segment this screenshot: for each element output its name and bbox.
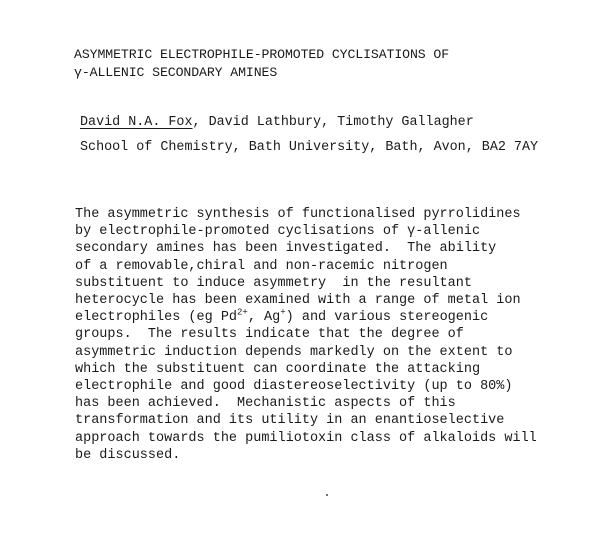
abstract-line: The asymmetric synthesis of functionalised pyrrolidines <box>75 207 521 222</box>
text: , Ag <box>247 310 281 326</box>
title-line-1: ASYMMETRIC ELECTROPHILE-PROMOTED CYCLISATIONS OF <box>74 47 450 62</box>
title-line-2: γ-ALLENIC SECONDARY AMINES <box>74 65 278 80</box>
superscript: 2+ <box>237 307 248 318</box>
abstract <box>75 206 595 464</box>
scan-speck <box>326 494 328 496</box>
abstract-line: of a removable,chiral and non-racemic nitrogen <box>75 258 448 274</box>
text: ) and various stereogenic <box>285 310 489 326</box>
text: electrophiles (eg Pd <box>75 310 238 326</box>
abstract-line: which the substituent can coordinate the attacking <box>75 361 481 377</box>
superscript: + <box>280 307 286 318</box>
abstract-line <box>75 309 595 326</box>
abstract-line: asymmetric induction depends markedly on the extent to <box>75 344 513 360</box>
abstract-line: by electrophile-promoted cyclisations of γ-allenic <box>75 224 481 240</box>
abstract-line: be discussed. <box>75 447 181 463</box>
abstract-line: transformation and its utility in an enantioselective <box>75 413 505 429</box>
abstract-line: substituent to induce asymmetry in the resultant <box>75 275 472 291</box>
co-authors: , David Lathbury, Timothy Gallagher <box>192 115 474 130</box>
abstract-line: groups. The results indicate that the degree of <box>75 327 464 343</box>
authors <box>80 114 474 131</box>
presenting-author: David N.A. Fox <box>80 115 193 130</box>
abstract-line: approach towards the pumiliotoxin class of alkaloids will <box>75 430 537 446</box>
affiliation: School of Chemistry, Bath University, Bath, Avon, BA2 7AY <box>80 140 539 155</box>
abstract-line: heterocycle has been examined with a range of metal ion <box>75 293 521 309</box>
abstract-line: electrophile and good diastereoselectivity (up to 80%) <box>75 379 513 395</box>
abstract-line: has been achieved. Mechanistic aspects of this <box>75 396 456 412</box>
abstract-line: secondary amines has been investigated. The ability <box>75 241 497 257</box>
